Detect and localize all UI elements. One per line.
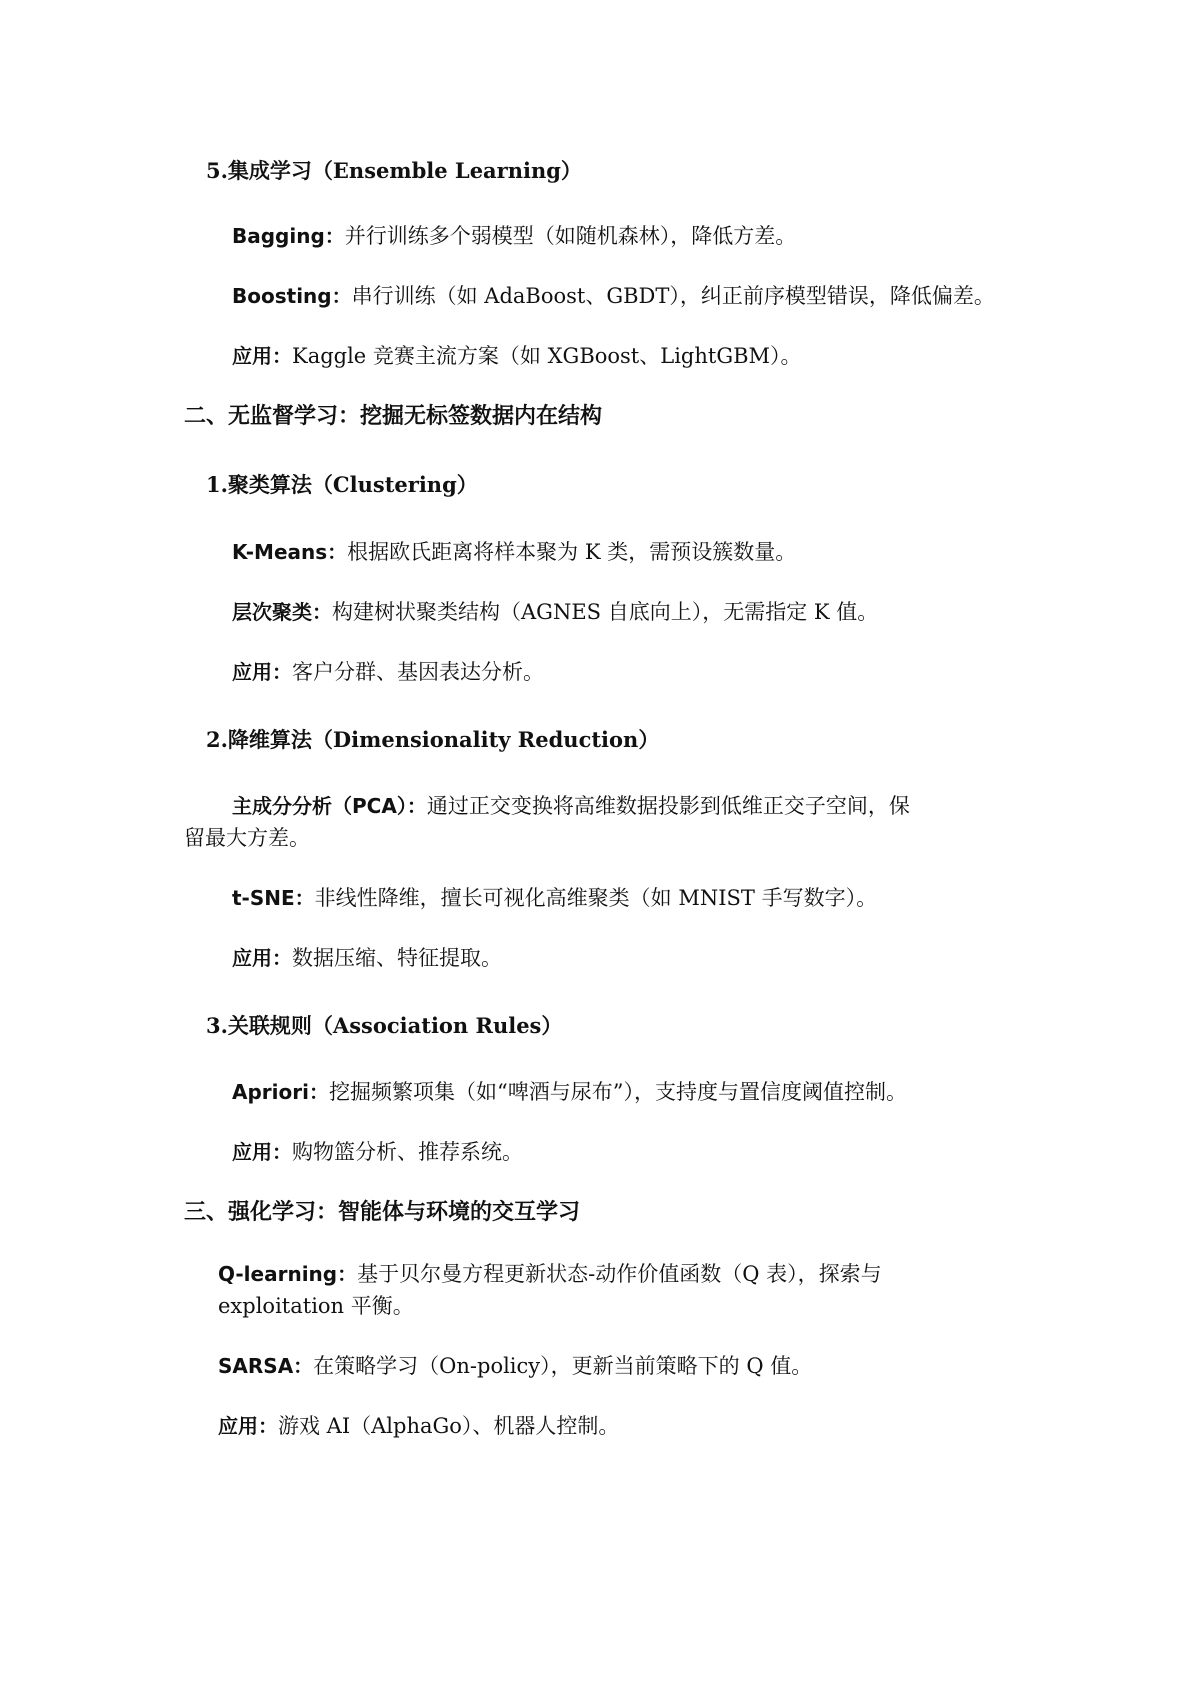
paragraph-text: 客户分群、基因表达分析。 <box>292 660 544 684</box>
paragraph-sarsa <box>218 1354 812 1379</box>
term-label: 应用： <box>218 1414 278 1438</box>
chapter-heading-unsupervised: 二、无监督学习：挖掘无标签数据内在结构 <box>184 404 603 429</box>
term-label: 层次聚类： <box>232 600 332 624</box>
term-label: Bagging： <box>232 224 345 248</box>
paragraph-pca-line1 <box>232 794 910 819</box>
paragraph-text: 游戏 AI（AlphaGo）、机器人控制。 <box>278 1414 620 1438</box>
section-heading-ensemble: 5.集成学习（Ensemble Learning） <box>206 158 582 183</box>
term-label: K-Means： <box>232 540 348 564</box>
term-label: SARSA： <box>218 1354 314 1378</box>
term-label: 应用： <box>232 344 292 368</box>
paragraph-ensemble-application <box>232 344 802 369</box>
term-label: 应用： <box>232 1140 292 1164</box>
term-label: Q-learning： <box>218 1262 358 1286</box>
paragraph-text: 购物篮分析、推荐系统。 <box>292 1140 523 1164</box>
paragraph-text: Kaggle 竞赛主流方案（如 XGBoost、LightGBM）。 <box>292 344 802 368</box>
chapter-heading-rl: 三、强化学习：智能体与环境的交互学习 <box>184 1200 581 1225</box>
paragraph-text: 并行训练多个弱模型（如随机森林），降低方差。 <box>344 224 797 248</box>
paragraph-qlearning-line2: exploitation 平衡。 <box>218 1294 414 1318</box>
section-heading-dimred: 2.降维算法（Dimensionality Reduction） <box>206 727 660 752</box>
term-label: Boosting： <box>232 284 352 308</box>
paragraph-pca-line2: 留最大方差。 <box>184 826 310 850</box>
paragraph-rl-application <box>218 1414 619 1439</box>
paragraph-boosting <box>232 284 995 309</box>
paragraph-bagging <box>232 224 796 249</box>
paragraph-text: 构建树状聚类结构（AGNES 自底向上），无需指定 K 值。 <box>332 600 879 624</box>
term-label: t-SNE： <box>232 886 315 910</box>
term-label: 主成分分析（PCA）： <box>232 794 427 818</box>
paragraph-text: 基于贝尔曼方程更新状态-动作价值函数（Q 表），探索与 <box>357 1262 882 1286</box>
paragraph-dimred-application <box>232 946 502 971</box>
paragraph-text: 在策略学习（On-policy），更新当前策略下的 Q 值。 <box>313 1354 813 1378</box>
term-label: 应用： <box>232 946 292 970</box>
paragraph-qlearning-line1 <box>218 1262 882 1287</box>
paragraph-hierarchical <box>232 600 878 625</box>
paragraph-text: 根据欧氏距离将样本聚为 K 类，需预设簇数量。 <box>347 540 797 564</box>
paragraph-assoc-application <box>232 1140 523 1165</box>
paragraph-tsne <box>232 886 877 911</box>
section-heading-assoc: 3.关联规则（Association Rules） <box>206 1013 563 1038</box>
term-label: Apriori： <box>232 1080 329 1104</box>
paragraph-text: 挖掘频繁项集（如“啤酒与尿布”），支持度与置信度阈值控制。 <box>328 1080 907 1104</box>
section-heading-clustering: 1.聚类算法（Clustering） <box>206 472 478 497</box>
paragraph-text: 非线性降维，擅长可视化高维聚类（如 MNIST 手写数字）。 <box>314 886 878 910</box>
term-label: 应用： <box>232 660 292 684</box>
paragraph-text: 数据压缩、特征提取。 <box>292 946 502 970</box>
paragraph-text: 通过正交变换将高维数据投影到低维正交子空间，保 <box>426 794 910 818</box>
paragraph-kmeans <box>232 540 796 565</box>
paragraph-apriori <box>232 1080 907 1105</box>
paragraph-clustering-application <box>232 660 544 685</box>
paragraph-text: 串行训练（如 AdaBoost、GBDT），纠正前序模型错误，降低偏差。 <box>351 284 995 308</box>
